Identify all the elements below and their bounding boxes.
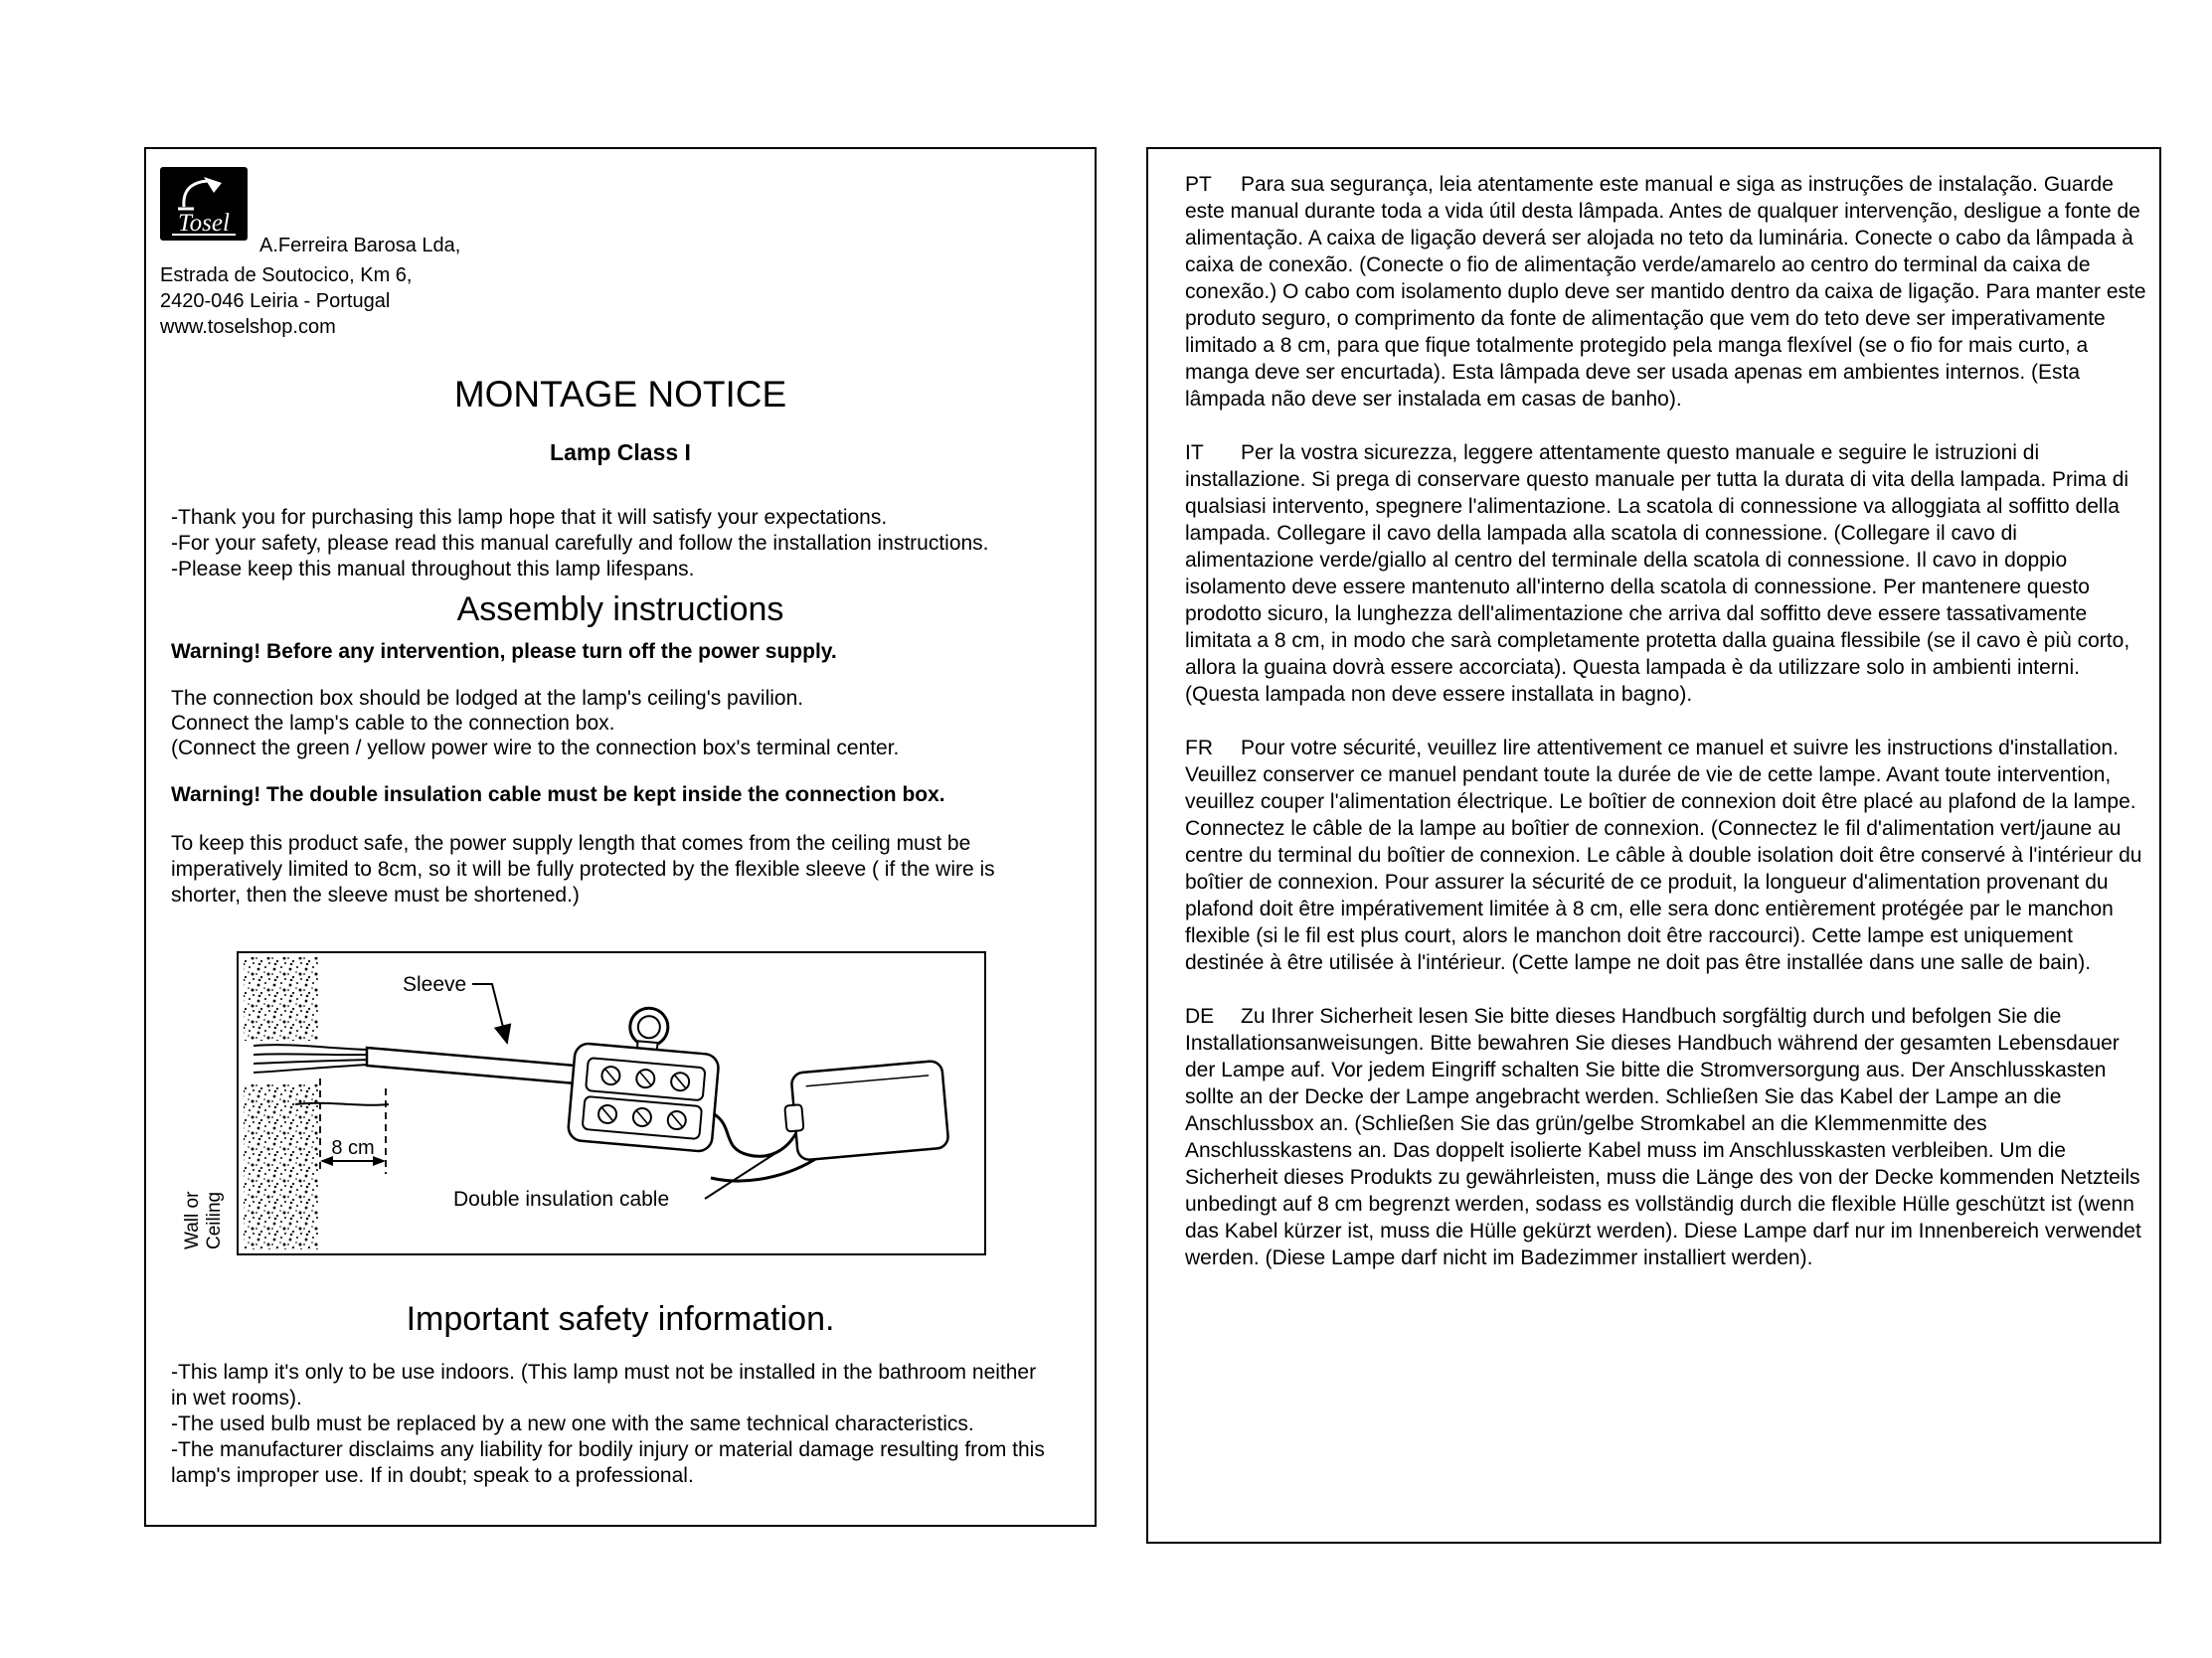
safety-heading: Important safety information. (406, 1300, 835, 1338)
safety-item: -The used bulb must be replaced by a new one with the same technical characteristics. (171, 1412, 974, 1435)
dimension-label: 8 cm (331, 1137, 375, 1159)
intro-line: -Thank you for purchasing this lamp hope that it will satisfy your expectations. (171, 506, 888, 529)
right-page (1146, 147, 2161, 1544)
assembly-heading: Assembly instructions (456, 590, 784, 628)
lang-code-pt: PT (1185, 173, 1212, 196)
translation-text-de: Zu Ihrer Sicherheit lesen Sie bitte dieses Handbuch sorgfältig durch und befolgen Sie die Installationsanweisungen. Bitte bewahren Sie dieses Handbuch während der gesamten Lebensdauer der Lampe auf. Vor jedem Eingriff schalten Sie bitte die Stromversorgung aus. Der Anschlusskasten sollte an der Decke der Lampe angebracht werden. Schließen Sie das Kabel der Lampe an die Anschlussbox an. (Schließen Sie das grün/gelbe Stromkabel an die Klemmenmitte des Anschlusskastens an. Das doppelt isolierte Kabel muss im Anschlusskasten verbleiben. Um die Sicherheit dieses Produkts zu gewährleisten, muss die Länge des von der Decke kommenden Netzteils unbedingt auf 8 cm begrenzt werden, sodass es vollständig durch die flexible Hülle geschützt ist (wenn das Kabel kürzer ist, muss die Hülle gekürzt werden). Diese Lampe darf nur im Innenbereich verwendet werden. (Diese Lampe darf nicht im Badezimmer installiert werden). (1185, 1005, 2141, 1269)
cable-pointer-line (705, 1150, 780, 1199)
translation-text-fr: Pour votre sécurité, veuillez lire attentivement ce manuel et suivre les instructions d'installation. Veuillez conserver ce manuel pendant toute la durée de vie de cette lampe. Avant toute intervention, veuillez couper l'alimentation électrique. Le boîtier de connexion doit être placé au plafond de la lampe. Connectez le câble de la lampe au boîtier de connexion. (Connectez le fil d'alimentation vert/jaune au centre du terminal du boîtier de connexion. Le câble à double isolation doit être conservé à l'intérieur du boîtier de connexion. Pour assurer la sécurité de ce produit, la longueur d'alimentation provenant du plafond doit être impérativement limitée à 8 cm, elle sera donc entièrement protégée par le manchon flexible (si le fil est plus court, alors le manchon doit être raccourci). Cette lampe est uniquement destinée à être utilisée à l'intérieur. (Cette lampe ne doit pas être installée dans une salle de bain). (1185, 737, 2142, 974)
warning-double-insulation: Warning! The double insulation cable must be kept inside the connection box. (171, 783, 945, 806)
document-subtitle: Lamp Class I (550, 439, 691, 465)
translation-section-it (1185, 439, 2147, 708)
company-website: www.toselshop.com (160, 316, 336, 338)
dimension-8cm (320, 1078, 386, 1174)
safety-item: -This lamp it's only to be use indoors. (This lamp must not be installed in the bathroom neither in wet rooms). (171, 1361, 1037, 1409)
lang-code-it: IT (1185, 441, 1204, 464)
translation-text-it: Per la vostra sicurezza, leggere attentamente questo manuale e seguire le istruzioni di installazione. Si prega di conservare questo manuale per tutta la durata di vita della lampada. Prima di qualsiasi intervento, spegnere l'alimentazione. La scatola di connessione va alloggiata al soffitto della lampada. Collegare il cavo della lampada alla scatola di connessione. (Collegare il cavo di alimentazione verde/giallo al centro del terminale della scatola di connessione. Il cavo in doppio isolamento deve essere mantenuto all'interno della scatola di connessione. Per mantenere questo prodotto sicuro, la lunghezza dell'alimentazione che arriva dal soffitto deve essere tassativamente limitata a 8 cm, in modo che sarà completamente protetta dalla guaina flessibile (se il cavo è più corto, allora la guaina dovrà essere accorciata). Questa lampada è da utilizzare solo in ambienti interni. (Questa lampada non deve essere installata in bagno). (1185, 441, 2130, 706)
document-title: MONTAGE NOTICE (453, 374, 787, 414)
translation-section-fr (1185, 735, 2147, 976)
company-address-line1: Estrada de Soutocico, Km 6, (160, 264, 413, 286)
assembly-step: Connect the lamp's cable to the connection box. (171, 712, 615, 735)
logo-brand-text: Tosel (178, 210, 230, 237)
assembly-steps (171, 686, 1081, 760)
lang-code-fr: FR (1185, 737, 1213, 759)
sleeve-label: Sleeve (403, 973, 467, 996)
intro-line: -For your safety, please read this manual carefully and follow the installation instructions. (171, 532, 989, 555)
ceiling-label: Ceiling (204, 1191, 225, 1249)
wall-label: Wall or (182, 1191, 203, 1249)
lang-code-de: DE (1185, 1005, 1215, 1028)
translation-text-pt: Para sua segurança, leia atentamente este manual e siga as instruções de instalação. Guarde este manual durante toda a vida útil desta lâmpada. Antes de qualquer intervenção, desligue a fonte de alimentação. A caixa de ligação deverá ser alojada no teto da luminária. Conecte o cabo da lâmpada à caixa de conexão. (Conecte o fio de alimentação verde/amarelo ao centro do terminal da caixa de conexão.) O cabo com isolamento duplo deve ser mantido dentro da caixa de ligação. Para manter este produto seguro, o comprimento da fonte de alimentação que vem do teto deve ser imperativamente limitado a 8 cm, para que fique totalmente protegido pela manga flexível (se o fio for mais curto, a manga deve ser encurtada). Esta lâmpada deve ser usada apenas em ambientes internos. (Esta lâmpada não deve ser instalada em casas de banho). (1185, 173, 2146, 411)
intro-line: -Please keep this manual throughout this lamp lifespans. (171, 558, 695, 580)
safety-list (171, 1360, 1051, 1489)
lamp-logo-icon (160, 167, 248, 241)
assembly-step: The connection box should be lodged at the lamp's ceiling's pavilion. (171, 687, 804, 710)
tosel-logo (160, 167, 248, 241)
assembly-step: (Connect the green / yellow power wire to the connection box's terminal center. (171, 737, 900, 759)
translations-column (1185, 171, 2147, 1298)
cable-label: Double insulation cable (453, 1188, 670, 1211)
company-address-line2: 2420-046 Leiria - Portugal (160, 290, 391, 312)
installation-diagram (176, 949, 996, 1257)
sleeve-tube (367, 1048, 576, 1083)
connection-box (568, 1002, 724, 1152)
safety-item: -The manufacturer disclaims any liability for bodily injury or material damage resulting from this lamp's improper use. If in doubt; speak to a professional. (171, 1438, 1045, 1487)
intro-paragraph (171, 505, 1081, 582)
sleeve-pointer-arrow (472, 984, 507, 1043)
assembly-note: To keep this product safe, the power supply length that comes from the ceiling must be imperatively limited to 8cm, so it will be fully protected by the flexible sleeve ( if the wire is shorter, then the sleeve must be shortened.) (171, 832, 995, 907)
company-name: A.Ferreira Barosa Lda, (259, 235, 461, 256)
warning-power-supply: Warning! Before any intervention, please turn off the power supply. (171, 640, 837, 663)
junction-box-cover (781, 1061, 948, 1162)
left-page (144, 147, 1097, 1527)
translation-section-pt (1185, 171, 2147, 413)
translation-section-de (1185, 1003, 2147, 1271)
